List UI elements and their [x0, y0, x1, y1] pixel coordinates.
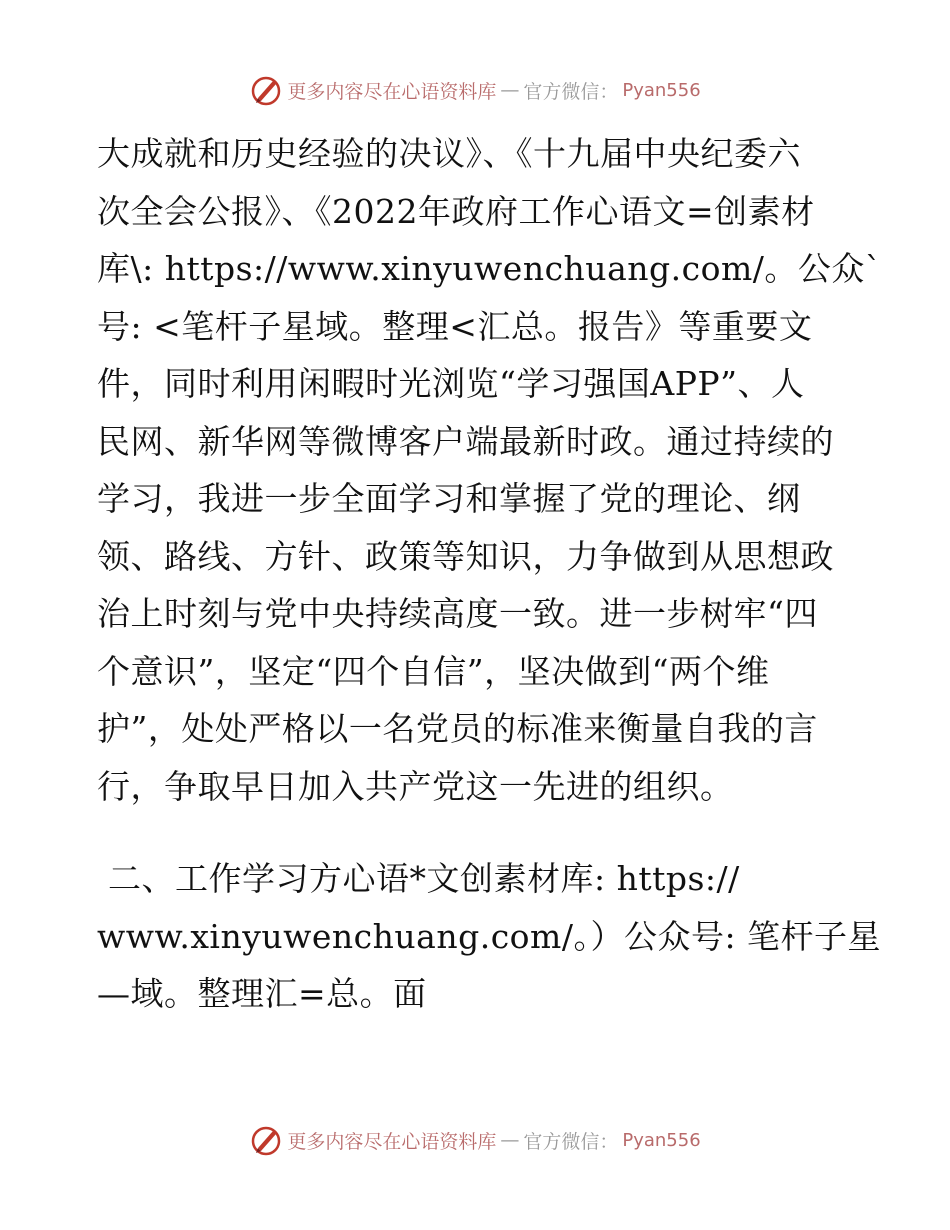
paragraph-2	[97, 850, 882, 1023]
text-line: 件，同时利用闲暇时光浏览“学习强国APP”、人	[97, 364, 805, 403]
watermark-label: 官方微信：	[523, 1130, 619, 1153]
watermark-handle: Pyan556	[622, 1129, 701, 1151]
text-line: —域。整理汇=总。面	[97, 974, 427, 1013]
paragraph-1	[97, 125, 882, 815]
watermark-dash: —	[500, 79, 520, 101]
text-line: 库\: https://www.xinyuwenchuang.com/。公众`	[97, 249, 882, 288]
footer-watermark	[0, 1120, 950, 1160]
text-line: 护”，处处严格以一名党员的标准来衡量自我的言	[97, 709, 818, 748]
section-heading-line: 二、工作学习方心语*文创素材库: https://	[97, 859, 740, 898]
watermark-brand: 更多内容尽在心语资料库	[287, 1130, 497, 1153]
text-line: 民网、新华网等微博客户端最新时政。通过持续的	[97, 421, 834, 461]
text-line: 大成就和历史经验的决议》、《十九届中央纪委六	[97, 134, 801, 173]
text-line: 领、路线、方针、政策等知识，力争做到从思想政	[97, 536, 834, 576]
watermark-label: 官方微信：	[523, 80, 619, 103]
pen-logo-icon	[249, 73, 283, 107]
text-line: 学习，我进一步全面学习和掌握了党的理论、纲	[97, 479, 801, 518]
text-line: 号: <笔杆子星域。整理<汇总。报告》等重要文	[97, 306, 813, 346]
text-line: 治上时刻与党中央持续高度一致。进一步树牢“四	[97, 594, 818, 633]
header-watermark	[0, 70, 950, 110]
watermark-handle: Pyan556	[622, 79, 701, 101]
text-line: www.xinyuwenchuang.com/。）公众号: 笔杆子星	[97, 916, 882, 956]
document-body	[97, 125, 882, 1023]
pen-logo-icon	[249, 1123, 283, 1157]
watermark-dash: —	[500, 1129, 520, 1151]
text-line: 个意识”，坚定“四个自信”，坚决做到“两个维	[97, 651, 770, 691]
watermark-brand: 更多内容尽在心语资料库	[287, 80, 497, 103]
text-line: 次全会公报》、《2022年政府工作心语文=创素材	[97, 191, 815, 231]
text-line: 行，争取早日加入共产党这一先进的组织。	[97, 766, 734, 806]
paragraph-gap	[97, 815, 857, 850]
